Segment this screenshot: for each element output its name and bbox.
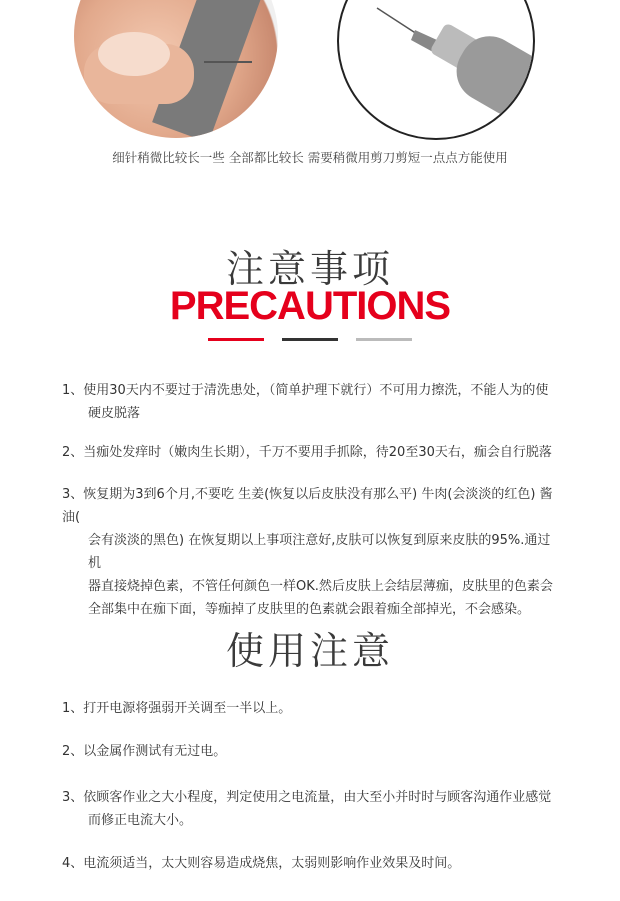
text-line: 全部集中在痂下面，等痂掉了皮肤里的色素就会跟着痂全部掉光，不会感染。 (88, 602, 531, 617)
divider-red (208, 338, 264, 341)
text-line: 硬皮脱落 (88, 406, 141, 421)
precaution-item-3 (62, 483, 562, 621)
photo-caption: 细针稍微比较长一些 全部都比较长 需要稍微用剪刀剪短一点点方能使用 (112, 150, 508, 165)
text-line: 而修正电流大小。 (88, 813, 193, 828)
text-line: 2、当痂处发痒时（嫩肉生长期），千万不要用手抓除，待20至30天右，痂会自行脱落 (62, 445, 552, 460)
text-line: 4、电流须适当，太大则容易造成烧焦，太弱则影响作业效果及时间。 (62, 856, 461, 871)
text-line: 2、以金属作测试有无过电。 (62, 744, 227, 759)
usage-title-cn: 使用注意 (225, 629, 394, 673)
text-line: 3、依顾客作业之大小程度，判定使用之电流量，由大至小并时时与顾客沟通作业感觉 (62, 790, 552, 805)
usage-item-3 (62, 786, 562, 832)
text-line: 3、恢复期为3到6个月,不要吃 生姜(恢复以后皮肤没有那么平) 牛肉(会淡淡的红色) 酱油( (62, 487, 553, 525)
divider-dark (282, 338, 338, 341)
precautions-title-cn: 注意事项 (225, 247, 394, 291)
usage-item-2 (62, 740, 562, 763)
precautions-title-en: PRECAUTIONS (169, 284, 451, 328)
divider-gray (356, 338, 412, 341)
usage-item-4 (62, 852, 562, 875)
finger-needle-photo (74, 0, 278, 138)
pen-device-photo (337, 0, 535, 140)
usage-item-1 (62, 697, 562, 720)
precaution-item-2 (62, 441, 562, 464)
text-line: 1、打开电源将强弱开关调至一半以上。 (62, 701, 292, 716)
precaution-item-1 (62, 379, 562, 425)
text-line: 器直接烧掉色素，不管任何颜色一样OK.然后皮肤上会结层薄痂，皮肤里的色素会 (88, 579, 553, 594)
text-line: 1、使用30天内不要过于清洗患处，（简单护理下就行）不可用力擦洗，不能人为的使 (62, 383, 549, 398)
text-line: 会有淡淡的黑色) 在恢复期以上事项注意好,皮肤可以恢复到原来皮肤的95%.通过机 (88, 533, 551, 571)
